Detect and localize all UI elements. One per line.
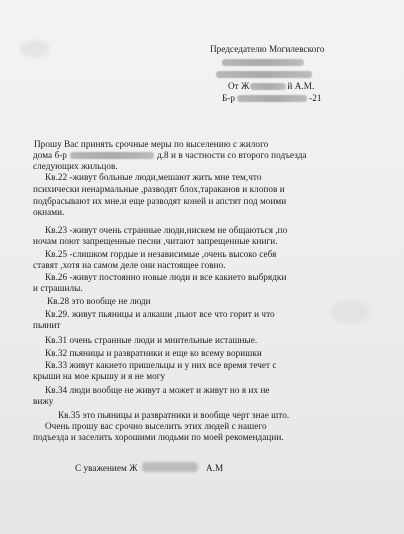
body-line-15: Кв.29. живут пьяницы и алкаши ,пьют все что горит и что (45, 309, 275, 319)
body-line-23: Кв.35 это пьяницы и развратники и вообще черт знае што. (58, 410, 290, 420)
body-line-1-wrap (33, 150, 307, 161)
body-line-20: крыши на мое крышу и я не могу (33, 371, 166, 381)
body-line-21: Кв.34 люди вообще не живут а может и живут но я их не (45, 385, 270, 395)
body-line-4: Кв.22 -живут больные люди,мешают жить мне тем,что (45, 172, 262, 182)
recipient-line: Председателю Могилевского (210, 44, 325, 54)
body-line-17: Кв.31 очень странные люди и мнительные исташные. (45, 335, 258, 345)
body-line-9: ночам поют запрещенные песни ,читают запрещенные книги. (33, 236, 278, 246)
address-prefix: Б-р (222, 93, 236, 103)
body-line-24: Очень прошу вас срочно выселить этих людей с нашего (45, 421, 267, 431)
body-line-7: окнами. (33, 207, 65, 217)
body-line-10: Кв.25 -слишком гордые и независимые ,очень высоко себя (45, 249, 277, 259)
address-suffix: -21 (309, 93, 322, 103)
body-line-1: дома б-р (33, 150, 67, 160)
address-line (222, 93, 322, 104)
closing-prefix: С уважением Ж (75, 463, 138, 473)
body-line-22: вижу (33, 396, 54, 406)
sender-suffix: й А.М. (287, 81, 315, 91)
body-line-5: психически ненармальные ,разводят блох,тараканов и клопов и (33, 184, 285, 194)
body-line-2: д.8 и в частности со второго подъезда (156, 150, 307, 160)
body-line-25: подъезда и заселить хорошими людьми по моей рекомендации. (33, 432, 284, 442)
body-line-6: подбрасывают их мне.и еще разводят коней и апстят под моими (33, 196, 287, 206)
redacted-org-line-1 (222, 57, 304, 68)
body-line-8: Кв.23 -живут очень странные люди,нискем не общаються ,по (45, 225, 288, 235)
body-line-0: Прошу Вас принять срочные меры по выселению с жилого (34, 139, 269, 149)
body-line-18: Кв.32 пьяницы и развратники и еще ко всему воришки (45, 348, 262, 358)
body-line-14: Кв.28 это вообще не люди (47, 296, 151, 306)
sender-line (228, 81, 314, 92)
body-line-16: пьянит (33, 320, 61, 330)
body-line-12: Кв.26 -живут постоянно новые люди и все какието выбрядки (45, 272, 287, 282)
body-line-19: Кв.33 живут какието пришельцы и у них все время течет с (45, 360, 277, 370)
closing-suffix: А.М (206, 463, 224, 473)
body-line-11: ставят ,хотя на самом деле они настоящее говно. (33, 260, 226, 270)
sender-prefix: От Ж (228, 81, 250, 91)
redacted-org-line-2 (216, 69, 312, 80)
body-line-3: следующих жильцов. (33, 161, 118, 171)
redacted-signature (142, 462, 198, 472)
body-line-13: и страшилы. (33, 283, 83, 293)
